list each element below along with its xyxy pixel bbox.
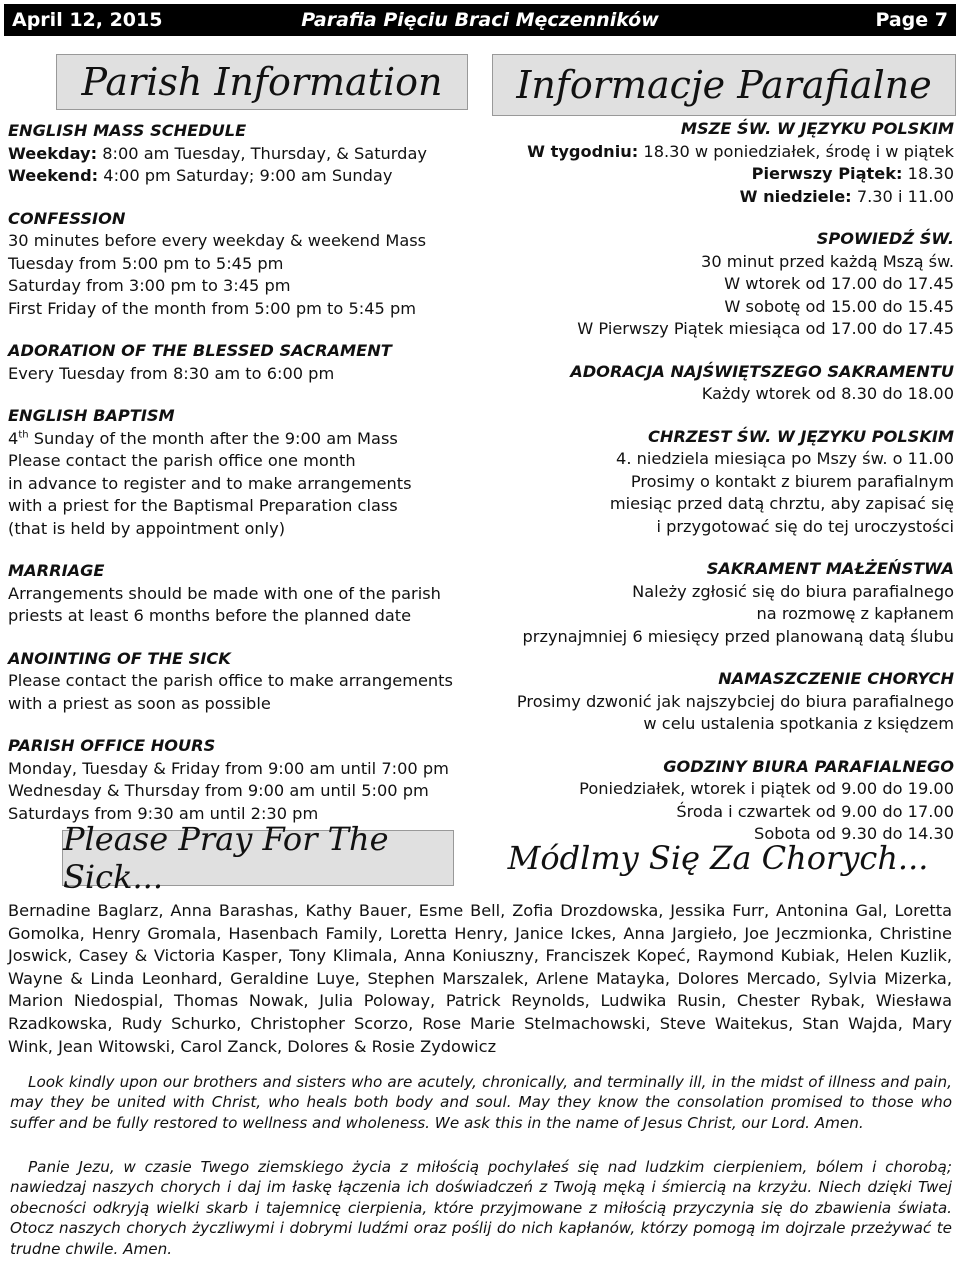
issue-date: April 12, 2015 [12, 9, 163, 31]
title-informacje-parafialne: Informacje Parafialne [492, 54, 956, 116]
polish-column [490, 118, 954, 866]
section-adoracja [490, 361, 954, 406]
section-msze [490, 118, 954, 208]
namaszczenie-line: Prosimy dzwonić jak najszybciej do biura parafialnego [516, 691, 954, 711]
heading-marriage: MARRIAGE [8, 561, 105, 580]
heading-godziny-biura: GODZINY BIURA PARAFIALNEGO [663, 756, 954, 776]
title-parish-information: Parish Information [56, 54, 468, 110]
tygodniu-line [490, 141, 954, 164]
section-adoration [8, 340, 468, 385]
baptism-first-line [8, 428, 468, 451]
heading-spowiedz: SPOWIEDŹ ŚW. [816, 229, 954, 248]
spowiedz-line: 30 minut przed każdą Mszą św. [701, 251, 954, 271]
confession-line: Saturday from 3:00 pm to 3:45 pm [8, 276, 291, 295]
weekend-label: Weekend: [8, 166, 99, 185]
prayer-polish: Panie Jezu, w czasie Twego ziemskiego życia z miłością pochylałeś się nad ludzkim cierpieniem, bólem i chorobą; nawiedzaj naszych chorych i daj im łaskę łączenia ich doświadczeń z Twoją męką i śmiercią na krzyżu. Niech dzięki Twej obecności odkryją wielki skarb i tajemnicę cierpienia, które przyjmowane z miłością przyczynia się do zbawienia świata. Otocz naszych chorych życzliwymi i dobrymi ludźmi oraz poślij do nich kapłanów, którzy pomogą im dojrzale przeżywać te trudne chwile. Amen. [10, 1158, 952, 1258]
office-line: Saturdays from 9:30 am until 2:30 pm [8, 803, 319, 823]
page-header [4, 4, 956, 36]
heading-chrzest: CHRZEST ŚW. W JĘZYKU POLSKIM [648, 426, 954, 446]
pierwszy-piatek-line [490, 163, 954, 186]
godziny-line: Sobota od 9.30 do 14.30 [754, 824, 954, 843]
weekday-line [8, 143, 468, 166]
confession-line: 30 minutes before every weekday & weekend Mass [8, 231, 427, 250]
spowiedz-line: W Pierwszy Piątek miesiąca od 17.00 do 17.45 [577, 319, 954, 338]
malzenstwo-line: przynajmniej 6 miesięcy przed planowaną datą ślubu [522, 626, 954, 646]
malzenstwo-line: na rozmowę z kapłanem [756, 604, 954, 623]
weekday-label: Weekday: [8, 143, 98, 163]
section-marriage [8, 560, 468, 628]
section-namaszczenie [490, 668, 954, 736]
baptism-line: (that is held by appointment only) [8, 518, 286, 538]
spowiedz-line: W sobotę od 15.00 do 15.45 [724, 296, 954, 316]
section-confession [8, 208, 468, 321]
niedziele-label: W niedziele: [739, 186, 852, 206]
section-anointing [8, 648, 468, 716]
prayer-english: Look kindly upon our brothers and sisters who are acutely, chronically, and terminally ill, in the midst of illness and pain, may they be united with Christ, who heals both body and soul. May they know the consolation promised to those who suffer and be fully restored to wellness and wholeness. We ask this in the name of Jesus Christ, our Lord. Amen. [10, 1073, 952, 1132]
adoration-line: Every Tuesday from 8:30 am to 6:00 pm [8, 363, 335, 383]
heading-malzenstwo: SAKRAMENT MAŁŻEŃSTWA [706, 559, 954, 578]
heading-anointing: ANOINTING OF THE SICK [8, 648, 231, 668]
confession-line: First Friday of the month from 5:00 pm to 5:45 pm [8, 298, 416, 318]
chrzest-line: miesiąc przed datą chrztu, aby zapisać się [609, 494, 954, 513]
section-mass-schedule [8, 120, 468, 188]
weekday-value: 8:00 am Tuesday, Thursday, & Saturday [97, 143, 427, 163]
baptism-line: with a priest for the Baptismal Preparation class [8, 496, 398, 515]
namaszczenie-line: w celu ustalenia spotkania z księdzem [643, 714, 954, 733]
confession-line: Tuesday from 5:00 pm to 5:45 pm [8, 253, 284, 273]
baptism-line: in advance to register and to make arrangements [8, 473, 412, 493]
office-line: Wednesday & Thursday from 9:00 am until 5:00 pm [8, 781, 429, 800]
weekend-value: 4:00 pm Saturday; 9:00 am Sunday [98, 166, 393, 185]
niedziele-line [490, 186, 954, 209]
page-number: Page 7 [875, 9, 948, 31]
title-please-pray-for-the-sick: Please Pray For The Sick... [62, 830, 454, 886]
chrzest-line: i przygotować się do tej uroczystości [656, 516, 954, 536]
heading-adoracja: ADORACJA NAJŚWIĘTSZEGO SAKRAMENTU [570, 361, 954, 381]
heading-confession: CONFESSION [8, 208, 126, 228]
adoracja-line: Każdy wtorek od 8.30 do 18.00 [701, 384, 954, 403]
heading-msze: MSZE ŚW. W JĘZYKU POLSKIM [680, 119, 954, 138]
section-chrzest [490, 426, 954, 539]
baptism-num: 4 [8, 428, 19, 448]
anointing-line: with a priest as soon as possible [8, 693, 271, 713]
parish-name: Parafia Pięciu Braci Męczenników [301, 9, 659, 31]
heading-mass-schedule: ENGLISH MASS SCHEDULE [8, 121, 247, 140]
spowiedz-line: W wtorek od 17.00 do 17.45 [724, 274, 954, 293]
tygodniu-value: 18.30 w poniedziałek, środę i w piątek [638, 141, 954, 161]
heading-office-hours: PARISH OFFICE HOURS [8, 736, 216, 755]
chrzest-line: Prosimy o kontakt z biurem parafialnym [630, 471, 954, 491]
pierwszy-piatek-label: Pierwszy Piątek: [751, 164, 903, 183]
section-malzenstwo [490, 558, 954, 648]
baptism-first-text: Sunday of the month after the 9:00 am Mass [28, 428, 398, 448]
english-column [8, 120, 468, 845]
heading-baptism: ENGLISH BAPTISM [8, 406, 175, 425]
sick-names-list: Bernadine Baglarz, Anna Barashas, Kathy Bauer, Esme Bell, Zofia Drozdowska, Jessika Furr, Antonina Gal, Loretta Gomolka, Henry Gromala, Hasenbach Family, Loretta Henry, Janice Ickes, Anna Jargieło, Joe Jeczmionka, Christine Joswick, Casey & Victoria Kasper, Tony Klimala, Anna Koniuszny, Franciszek Kopeć, Raymond Kubiak, Helen Kuzlik, Wayne & Linda Leonhard, Geraldine Luye, Stephen Marszalek, Arlene Matayka, Dolores Mercado, Sylvia Mizerka, Marion Niedospial, Thomas Nowak, Julia Poloway, Patrick Reynolds, Ludwika Rusin, Chester Rybak, Wiesława Rzadkowska, Rudy Schurko, Christopher Scorzo, Rose Marie Stelmachowski, Steve Waitekus, Stan Wajda, Mary Wink, Jean Witowski, Carol Zanck, Dolores & Rosie Zydowicz [8, 901, 952, 1056]
marriage-line: priests at least 6 months before the planned date [8, 606, 412, 625]
marriage-line: Arrangements should be made with one of the parish [8, 583, 441, 603]
tygodniu-label: W tygodniu: [527, 141, 639, 161]
godziny-line: Środa i czwartek od 9.00 do 17.00 [676, 801, 954, 821]
section-spowiedz [490, 228, 954, 341]
title-modlmy-sie-za-chorych: Módlmy Się Za Chorych... [507, 839, 929, 877]
baptism-line: Please contact the parish office one month [8, 451, 356, 470]
godziny-line: Poniedziałek, wtorek i piątek od 9.00 do 19.00 [579, 779, 954, 798]
heading-namaszczenie: NAMASZCZENIE CHORYCH [718, 669, 954, 688]
baptism-sup: th [18, 429, 29, 441]
malzenstwo-line: Należy zgłosić się do biura parafialnego [632, 581, 954, 601]
niedziele-value: 7.30 i 11.00 [851, 186, 954, 206]
weekend-line [8, 165, 468, 188]
chrzest-line: 4. niedziela miesiąca po Mszy św. o 11.00 [616, 449, 954, 468]
section-office-hours [8, 735, 468, 825]
heading-adoration: ADORATION OF THE BLESSED SACRAMENT [8, 341, 392, 360]
section-baptism [8, 405, 468, 540]
pierwszy-piatek-value: 18.30 [902, 164, 954, 183]
anointing-line: Please contact the parish office to make arrangements [8, 671, 453, 690]
office-line: Monday, Tuesday & Friday from 9:00 am until 7:00 pm [8, 758, 449, 778]
